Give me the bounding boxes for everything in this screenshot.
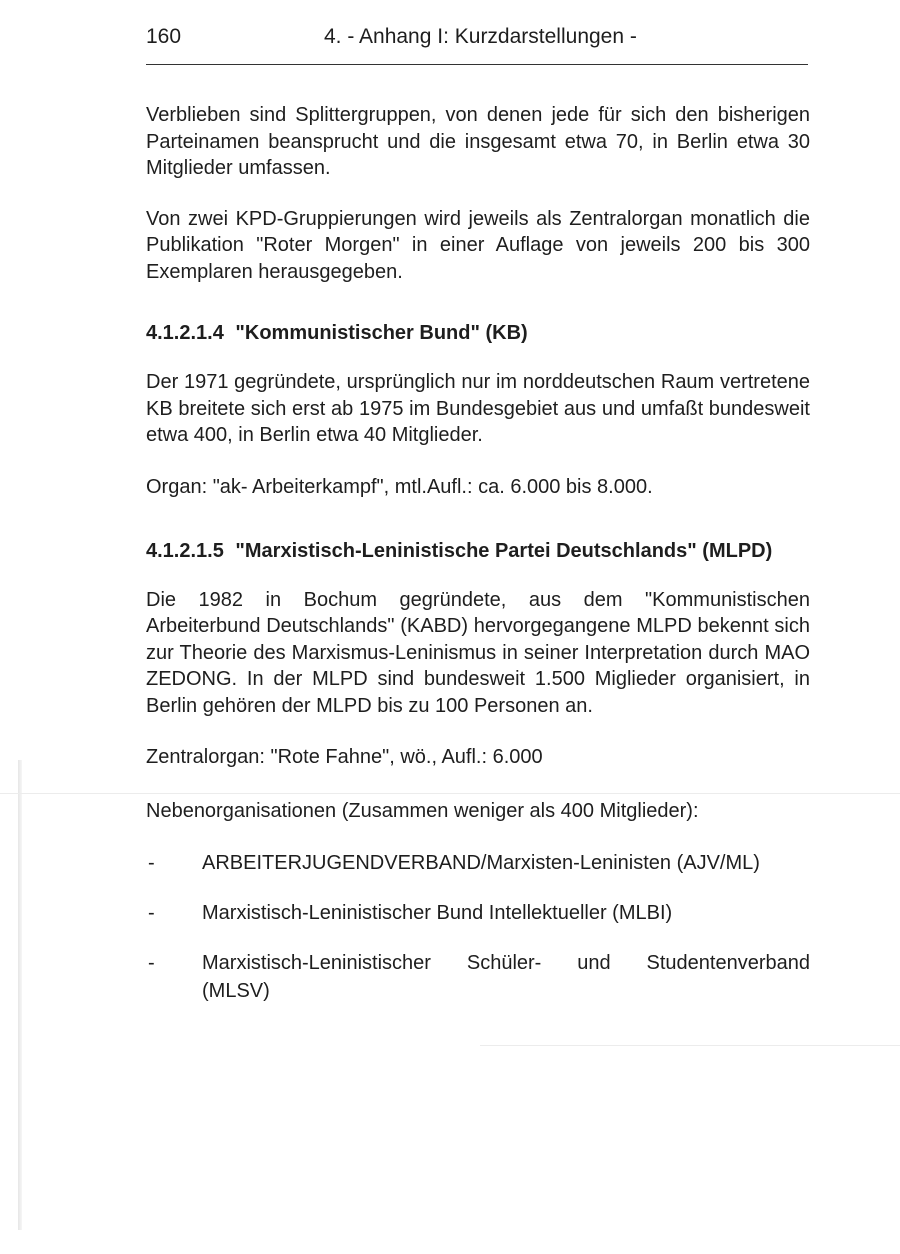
paragraph-sub-organizations-intro: Nebenorganisationen (Zusammen weniger als 400 Mitglieder): bbox=[146, 800, 699, 822]
list-dash: - bbox=[148, 852, 155, 874]
sub-organization-list bbox=[146, 849, 810, 1005]
section-heading-mlpd bbox=[146, 537, 810, 565]
scan-artifact-line bbox=[480, 1045, 900, 1046]
paragraph-kpd-publication: Von zwei KPD-Gruppierungen wird jeweils als Zentralorgan monatlich die Publikation "Roter Morgen" in einer Auflage von jeweils 200 bis 300 Exemplaren herausgegeben. bbox=[146, 207, 810, 283]
page-header bbox=[146, 22, 808, 52]
paragraph-mlpd-organ: Zentralorgan: "Rote Fahne", wö., Aufl.: 6.000 bbox=[146, 746, 543, 768]
page-number: 160 bbox=[146, 25, 182, 48]
list-item bbox=[146, 849, 810, 877]
paragraph-mlpd-description: Die 1982 in Bochum gegründete, aus dem "Kommunistischen Arbeiterbund Deutschlands" (KABD) hervorgegangene MLPD bekennt sich zur Theorie des Marxismus-Leninismus in seiner Interpretation durch MAO ZEDONG. In der MLPD sind bundesweit 1.500 Miglieder organisiert, in Berlin gehören der MLPD bis zu 100 Personen an. bbox=[146, 588, 810, 717]
page-content bbox=[146, 102, 810, 1005]
paragraph-splittergruppen: Verblieben sind Splittergruppen, von denen jede für sich den bisherigen Parteinamen beansprucht und die insgesamt etwa 70, in Berlin etwa 30 Mitglieder umfassen. bbox=[146, 104, 810, 179]
list-dash: - bbox=[148, 902, 155, 924]
running-head: 4. - Anhang I: Kurzdarstellungen - bbox=[324, 25, 637, 48]
list-item-text-continued: (MLSV) bbox=[202, 980, 270, 1002]
paragraph-kb-description: Der 1971 gegründete, ursprünglich nur im norddeutschen Raum vertretene KB breitete sich erst ab 1975 im Bundesgebiet aus und umfaßt bundesweit etwa 400, in Berlin etwa 40 Mitglieder. bbox=[146, 371, 810, 446]
list-item-text: ARBEITERJUGENDVERBAND/Marxisten-Leninisten (AJV/ML) bbox=[202, 852, 760, 874]
section-number: 4.1.2.1.4 bbox=[146, 322, 224, 344]
section-number: 4.1.2.1.5 bbox=[146, 539, 224, 562]
list-item bbox=[146, 899, 810, 927]
list-item bbox=[146, 949, 810, 1005]
scan-edge-shadow bbox=[18, 760, 22, 1230]
section-title: "Marxistisch-Leninistische Partei Deutschlands" (MLPD) bbox=[235, 539, 773, 562]
paragraph-kb-organ: Organ: "ak- Arbeiterkampf", mtl.Aufl.: ca. 6.000 bis 8.000. bbox=[146, 475, 653, 498]
section-heading-kb bbox=[146, 319, 810, 347]
list-dash: - bbox=[148, 952, 155, 974]
list-item-text: Marxistisch-Leninistischer Schüler- und Studentenverband bbox=[202, 952, 810, 974]
header-rule bbox=[146, 64, 808, 65]
section-title: "Kommunistischer Bund" (KB) bbox=[235, 322, 528, 344]
list-item-text: Marxistisch-Leninistischer Bund Intellektueller (MLBI) bbox=[202, 902, 673, 924]
